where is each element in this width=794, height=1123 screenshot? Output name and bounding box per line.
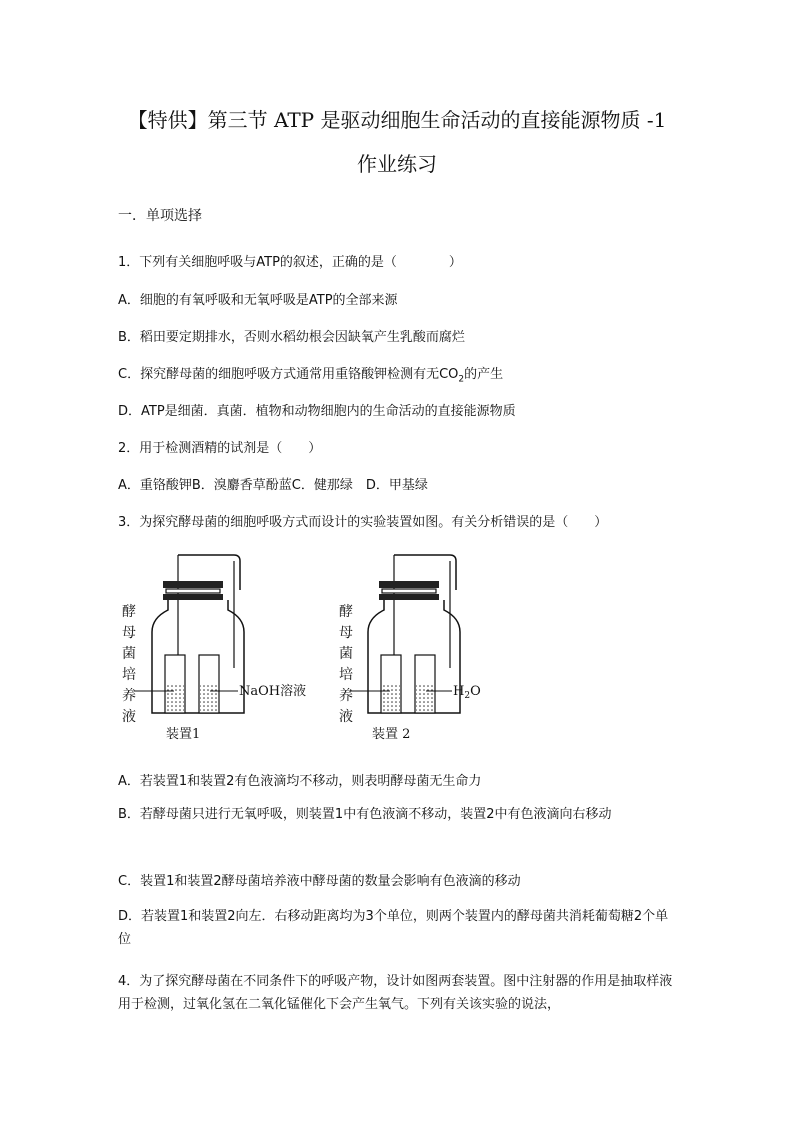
left-label-char: 养 — [122, 688, 136, 704]
q3-option-c: C．装置1和装置2酵母菌培养液中酵母菌的数量会影响有色液滴的移动 — [118, 874, 521, 889]
left-label-char: 培 — [122, 667, 136, 683]
q1-option-c-text: C．探究酵母菌的细胞呼吸方式通常用重铬酸钾检测有无CO — [118, 367, 459, 382]
q3-option-d: D．若装置1和装置2向左．右移动距离均为3个单位，则两个装置内的酵母菌共消耗葡萄糖2个单位 — [118, 909, 669, 947]
apparatus-diagram — [118, 548, 518, 748]
left-label-char: 液 — [122, 709, 136, 725]
right-label-char: 养 — [339, 688, 353, 704]
page-title-line2: 作业练习 — [357, 152, 437, 176]
q2-options: A．重铬酸钾B．溴麝香草酚蓝C．健那绿 D．甲基绿 — [118, 478, 428, 493]
q1-option-c — [118, 363, 503, 385]
q1-option-a: A．细胞的有氧呼吸和无氧呼吸是ATP的全部来源 — [118, 293, 398, 308]
q3-stem: 3．为探究酵母菌的细胞呼吸方式而设计的实验装置如图。有关分析错误的是（ ） — [118, 515, 608, 530]
right-label-char: 菌 — [339, 646, 353, 662]
q3-option-b: B．若酵母菌只进行无氧呼吸，则装置1中有色液滴不移动，装置2中有色液滴向右移动 — [118, 807, 612, 822]
q1-option-d: D．ATP是细菌．真菌．植物和动物细胞内的生命活动的直接能源物质 — [118, 404, 516, 419]
device-1 — [122, 555, 306, 742]
left-label-char: 母 — [122, 625, 136, 641]
page-title-line1: 【特供】第三节 ATP 是驱动细胞生命活动的直接能源物质 -1 — [127, 108, 667, 132]
device1-reagent-label: NaOH溶液 — [239, 684, 307, 699]
left-label-char: 菌 — [122, 646, 136, 662]
right-label-char: 液 — [339, 709, 353, 725]
right-label-char: 培 — [339, 667, 353, 683]
device1-caption: 装置1 — [166, 727, 201, 742]
device2-caption: 装置 2 — [372, 727, 411, 742]
q1-stem: 1．下列有关细胞呼吸与ATP的叙述，正确的是（ ） — [118, 255, 462, 270]
left-label-char: 酵 — [122, 604, 136, 620]
device-2 — [339, 555, 481, 742]
q1-option-c-suffix: 的产生 — [464, 367, 504, 382]
device2-reagent-label: $H_2O$ — [453, 684, 481, 701]
q1-option-c-subscript: 2 — [458, 374, 465, 385]
q3-apparatus-figure — [118, 548, 518, 748]
q2-stem: 2．用于检测酒精的试剂是（ ） — [118, 441, 322, 456]
q3-option-a: A．若装置1和装置2有色液滴均不移动，则表明酵母菌无生命力 — [118, 774, 482, 789]
q1-option-b: B．稻田要定期排水，否则水稻幼根会因缺氧产生乳酸而腐烂 — [118, 330, 465, 345]
right-label-char: 酵 — [339, 604, 353, 620]
right-label-char: 母 — [339, 625, 353, 641]
q4-stem: 4．为了探究酵母菌在不同条件下的呼吸产物，设计如图两套装置。图中注射器的作用是抽取样液用于检测，过氧化氢在二氧化锰催化下会产生氧气。下列有关该实验的说法， — [118, 974, 673, 1012]
section-heading: 一．单项选择 — [118, 208, 202, 224]
